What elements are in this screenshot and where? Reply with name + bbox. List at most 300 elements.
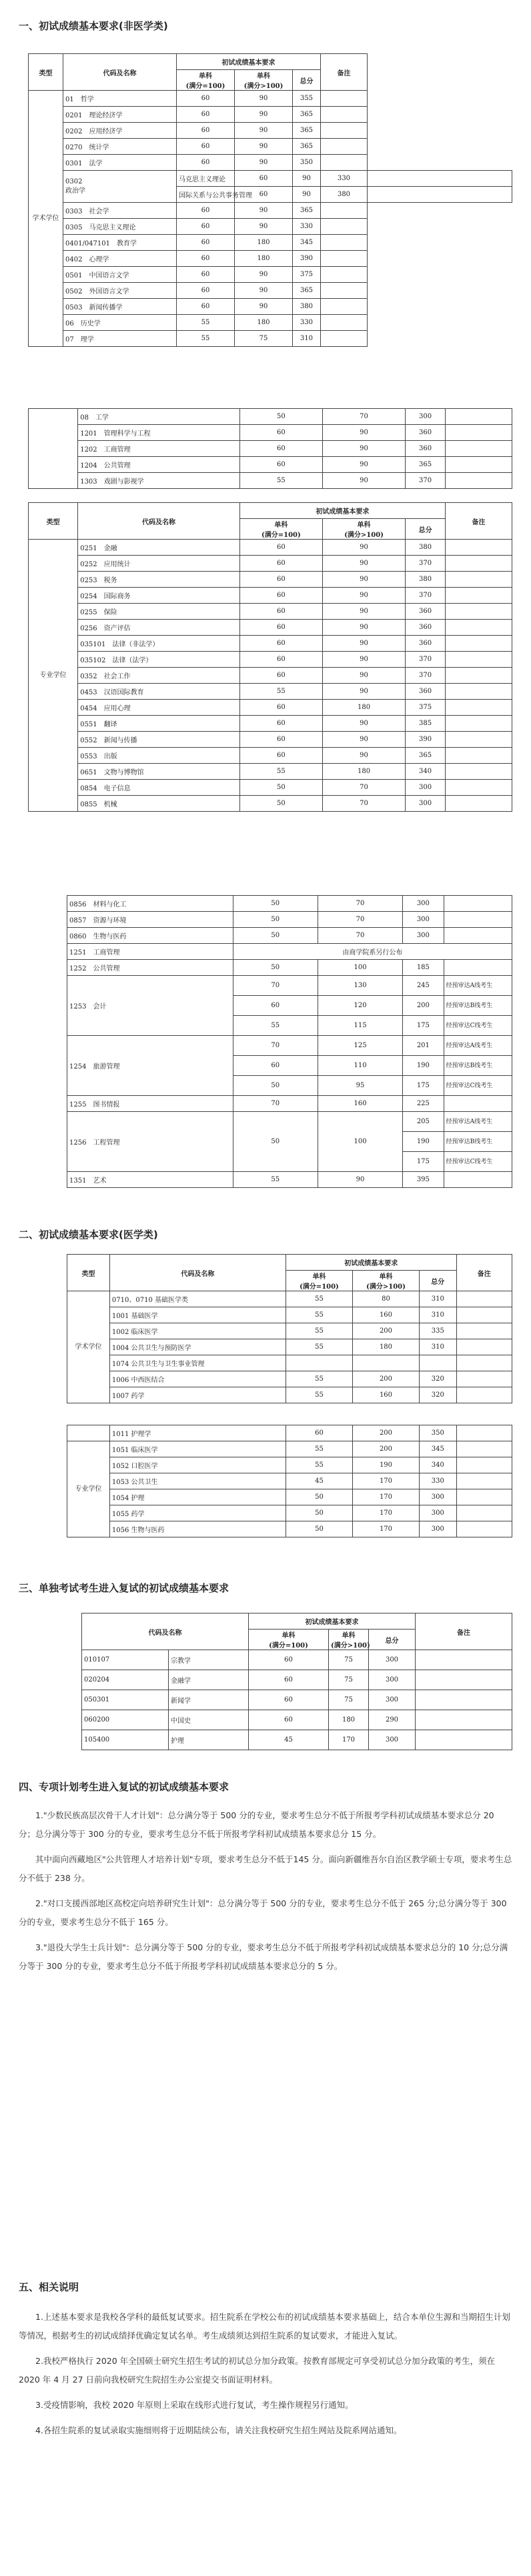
note-cell	[446, 652, 512, 668]
major-code-name	[63, 219, 177, 235]
score-single-b: 160	[318, 1096, 402, 1112]
score-single-b: 95	[318, 1076, 402, 1096]
table-row	[29, 764, 512, 780]
header-single-a: 单科 (满分=100)	[177, 70, 235, 91]
score-total: 365	[293, 123, 321, 139]
note-cell: 经预审达A线考生	[444, 1036, 512, 1056]
score-single-b: 90	[322, 636, 405, 652]
note-cell	[444, 960, 512, 976]
score-single-b: 90	[322, 540, 405, 556]
major-name: 翻译	[103, 721, 117, 728]
score-total: 190	[403, 1132, 444, 1152]
major-name: 工商管理	[103, 446, 131, 454]
note-cell	[446, 572, 512, 588]
note-cell	[456, 1521, 512, 1537]
major-name: 资源与环境	[93, 917, 127, 924]
score-single-a: 55	[239, 764, 322, 780]
score-single-a: 60	[249, 1710, 329, 1730]
major-name: 税务	[103, 577, 117, 584]
note-cell	[456, 1457, 512, 1473]
major-code-name	[78, 572, 240, 588]
score-single-b: 70	[318, 896, 402, 912]
table-row	[29, 652, 512, 668]
score-total: 185	[403, 960, 444, 976]
note-cell: 经预审达B线考生	[444, 1056, 512, 1076]
table-row	[82, 1650, 512, 1670]
score-single-b: 180	[235, 251, 293, 267]
table-row	[29, 636, 512, 652]
score-total: 345	[293, 235, 321, 251]
score-total: 365	[293, 203, 321, 219]
score-single-b: 90	[235, 139, 293, 155]
major-code-name	[78, 425, 240, 441]
score-total: 300	[369, 1690, 416, 1710]
note-cell	[321, 299, 368, 315]
major-code-name	[67, 960, 233, 976]
score-single-b: 160	[352, 1307, 419, 1323]
table-row	[67, 1172, 512, 1188]
major-code: 0253	[80, 577, 97, 584]
score-single-a: 70	[233, 1096, 318, 1112]
major-code-name	[63, 123, 177, 139]
score-single-b: 180	[235, 235, 293, 251]
score-single-a: 60	[177, 267, 235, 283]
major-code-name	[78, 668, 240, 684]
score-total: 201	[403, 1036, 444, 1056]
score-total: 200	[403, 996, 444, 1016]
major-name: 艺术	[93, 1177, 107, 1185]
table-row	[82, 1710, 512, 1730]
note-cell	[368, 187, 512, 203]
score-total: 340	[420, 1457, 457, 1473]
score-total: 390	[293, 251, 321, 267]
score-total	[420, 1355, 457, 1371]
note-cell	[456, 1371, 512, 1387]
major-code: 0305	[65, 224, 83, 231]
section-title-3: 三、单独考试考生进入复试的初试成绩基本要求	[19, 1582, 229, 1594]
major-code-name	[78, 636, 240, 652]
major-name: 1056 生物与医药	[109, 1521, 286, 1537]
note-cell	[446, 604, 512, 620]
major-name: 理论经济学	[89, 112, 123, 119]
score-single-b: 90	[322, 425, 405, 441]
score-single-b: 90	[322, 441, 405, 457]
score-total: 365	[406, 748, 446, 764]
score-total: 310	[420, 1307, 457, 1323]
major-name: 宗教学	[169, 1650, 249, 1670]
score-single-b: 90	[322, 473, 405, 489]
major-name: 社会学	[89, 208, 109, 215]
score-total: 300	[406, 780, 446, 796]
score-single-b: 70	[322, 796, 405, 812]
table-row	[67, 1441, 512, 1457]
note-cell	[321, 283, 368, 299]
score-single-b: 90	[322, 457, 405, 473]
score-single-b: 75	[329, 1670, 369, 1690]
note-cell	[456, 1489, 512, 1505]
note-paragraph: 1."少数民族高层次骨干人才计划"：总分满分等于 500 分的专业，要求考生总分不低于所报考学科初试成绩基本要求总分 20 分；总分满分等于 300 分的专业，要求考生总分不低于所报考学科初试成绩基本要求总分 15 分。	[19, 1810, 494, 1839]
score-total: 380	[293, 299, 321, 315]
major-name: 1055 药学	[109, 1505, 286, 1521]
table-row	[29, 796, 512, 812]
note-cell: 经预审达C线考生	[444, 1152, 512, 1172]
score-total: 380	[406, 540, 446, 556]
score-single-b: 180	[322, 700, 405, 716]
score-single-a: 55	[286, 1339, 352, 1355]
score-total: 360	[406, 425, 446, 441]
score-total: 365	[293, 107, 321, 123]
major-code: 0855	[80, 801, 97, 808]
table-row	[29, 572, 512, 588]
major-code-name	[67, 1172, 233, 1188]
major-name: 旅游管理	[93, 1063, 120, 1071]
score-single-a: 60	[177, 107, 235, 123]
table-row	[67, 976, 512, 996]
score-single-b: 75	[329, 1690, 369, 1710]
major-name: 1074 公共卫生与卫生事业管理	[109, 1355, 286, 1371]
major-name: 1011 护理学	[109, 1425, 286, 1441]
major-code: 0256	[80, 625, 97, 632]
score-single-a: 60	[235, 171, 293, 187]
score-single-b: 70	[318, 912, 402, 928]
note-cell	[321, 315, 368, 331]
score-single-a: 55	[286, 1371, 352, 1387]
section-title-4: 四、专项计划考生进入复试的初试成绩基本要求	[19, 1781, 229, 1793]
note-cell	[456, 1307, 512, 1323]
score-single-b: 100	[318, 960, 402, 976]
table-row	[67, 1096, 512, 1112]
score-single-b: 170	[352, 1489, 419, 1505]
table-row	[29, 556, 512, 572]
header-single-b: 单科 (满分>100)	[235, 70, 293, 91]
table-row	[29, 283, 512, 299]
score-single-a: 60	[239, 748, 322, 764]
score-single-a: 60	[249, 1690, 329, 1710]
score-single-b: 90	[235, 267, 293, 283]
header-single-b: 单科 (满分>100)	[322, 519, 405, 540]
score-single-a: 60	[239, 732, 322, 748]
score-single-a: 60	[177, 155, 235, 171]
score-single-a: 60	[177, 123, 235, 139]
note-cell	[446, 473, 512, 489]
note-cell	[321, 251, 368, 267]
score-total: 365	[293, 139, 321, 155]
related-notes	[19, 2308, 512, 2447]
note-cell	[321, 203, 368, 219]
score-total: 380	[321, 187, 368, 203]
header-code: 代码及名称	[78, 503, 240, 540]
major-code: 010107	[82, 1650, 169, 1670]
major-code: 0503	[65, 304, 83, 311]
score-single-a: 50	[233, 896, 318, 912]
major-code-name	[63, 107, 177, 123]
score-total: 360	[406, 620, 446, 636]
major-code: 0552	[80, 737, 97, 744]
score-total: 175	[403, 1076, 444, 1096]
table-row	[29, 219, 512, 235]
major-code: 1254	[69, 1063, 87, 1071]
degree-type: 专业学位	[29, 540, 78, 812]
major-code: 0501	[65, 272, 83, 279]
score-total: 300	[420, 1505, 457, 1521]
score-single-b: 180	[352, 1339, 419, 1355]
score-total: 300	[403, 928, 444, 944]
score-single-a: 50	[239, 780, 322, 796]
score-total: 370	[406, 556, 446, 572]
major-code: 0252	[80, 561, 97, 568]
score-single-b: 200	[352, 1371, 419, 1387]
score-single-a: 60	[239, 556, 322, 572]
score-single-b: 115	[318, 1016, 402, 1036]
table-row	[29, 123, 512, 139]
score-single-a: 60	[239, 716, 322, 732]
major-name: 新闻传播学	[89, 304, 123, 311]
header-total: 总分	[293, 70, 321, 91]
score-total: 360	[406, 636, 446, 652]
major-name: 工学	[95, 414, 109, 422]
score-single-a: 60	[249, 1650, 329, 1670]
score-single-b: 200	[352, 1425, 419, 1441]
major-code-name	[63, 331, 177, 347]
score-single-b: 90	[322, 588, 405, 604]
major-code-name	[63, 283, 177, 299]
major-code: 0553	[80, 753, 97, 760]
score-single-a: 60	[239, 652, 322, 668]
major-code: 0551	[80, 721, 97, 728]
score-single-a: 50	[233, 1076, 318, 1096]
note-cell	[446, 425, 512, 441]
note-cell: 经预审达A线考生	[444, 976, 512, 996]
score-single-a: 60	[233, 996, 318, 1016]
header-note: 备注	[446, 503, 512, 540]
major-name: 1053 公共卫生	[109, 1473, 286, 1489]
note-cell	[456, 1291, 512, 1307]
table-row	[29, 425, 512, 441]
table-row	[82, 1690, 512, 1710]
score-total: 370	[406, 668, 446, 684]
score-single-a: 60	[239, 636, 322, 652]
major-name: 中国史	[169, 1710, 249, 1730]
score-total: 340	[406, 764, 446, 780]
note-cell	[321, 155, 368, 171]
score-total: 360	[406, 684, 446, 700]
major-code-name	[67, 1096, 233, 1112]
table-row	[29, 620, 512, 636]
header-total: 总分	[420, 1271, 457, 1291]
section-title-2: 二、初试成绩基本要求(医学类)	[19, 1229, 158, 1241]
score-total: 300	[369, 1670, 416, 1690]
score-single-b: 180	[322, 764, 405, 780]
score-single-a: 50	[286, 1521, 352, 1537]
note-cell	[456, 1441, 512, 1457]
major-code: 0201	[65, 112, 83, 119]
major-name: 出版	[103, 753, 117, 760]
major-code-name	[63, 139, 177, 155]
note-cell: 经预审达B线考生	[444, 996, 512, 1016]
score-single-b: 130	[318, 976, 402, 996]
major-code: 060200	[82, 1710, 169, 1730]
score-single-b: 160	[352, 1387, 419, 1403]
score-single-a: 50	[286, 1489, 352, 1505]
major-name: 护理	[169, 1730, 249, 1750]
table-row	[29, 315, 512, 331]
score-total: 225	[403, 1096, 444, 1112]
major-name: 机械	[103, 801, 117, 808]
table-row	[29, 473, 512, 489]
score-total: 335	[420, 1323, 457, 1339]
major-code-name	[78, 556, 240, 572]
score-total: 175	[403, 1016, 444, 1036]
major-name: 1051 临床医学	[109, 1441, 286, 1457]
table-row	[29, 107, 512, 123]
major-code-name	[78, 796, 240, 812]
major-name: 公共管理	[93, 965, 120, 973]
table-row	[67, 1473, 512, 1489]
table-single-exam	[81, 1613, 512, 1750]
score-total: 370	[406, 588, 446, 604]
major-code: 035101	[80, 641, 106, 648]
major-name: 工程管理	[93, 1139, 120, 1147]
note-paragraph: 2."对口支援西部地区高校定向培养研究生计划"：总分满分等于 500 分的专业，要求考生总分不低于 265 分;总分满分等于 300 分的专业，要求考生总分不低于 165 分。	[19, 1898, 507, 1927]
score-single-a: 60	[239, 540, 322, 556]
note-cell	[321, 107, 368, 123]
table-row	[67, 928, 512, 944]
major-code: 0453	[80, 689, 97, 696]
note-cell	[368, 171, 512, 187]
note-cell	[456, 1505, 512, 1521]
major-code: 0251	[80, 545, 97, 552]
score-single-a: 55	[239, 473, 322, 489]
score-single-b: 90	[318, 1172, 402, 1188]
score-total: 380	[406, 572, 446, 588]
score-single-a: 55	[286, 1387, 352, 1403]
score-single-b: 90	[322, 668, 405, 684]
table-row	[29, 299, 512, 315]
major-code-name	[63, 299, 177, 315]
note-cell	[416, 1730, 512, 1750]
score-single-b: 200	[352, 1441, 419, 1457]
header-note: 备注	[456, 1255, 512, 1291]
score-single-a: 60	[233, 1056, 318, 1076]
score-single-a: 60	[177, 203, 235, 219]
score-single-a: 55	[286, 1457, 352, 1473]
score-total: 300	[420, 1489, 457, 1505]
score-single-a: 50	[239, 409, 322, 425]
score-total: 375	[293, 267, 321, 283]
major-name: 应用经济学	[89, 128, 123, 135]
score-single-b: 90	[322, 556, 405, 572]
score-total: 300	[403, 912, 444, 928]
score-single-a: 60	[239, 425, 322, 441]
score-total: 360	[406, 441, 446, 457]
header-single-a: 单科 (满分=100)	[286, 1271, 352, 1291]
major-code-name	[78, 652, 240, 668]
major-code-0302: 0302 政治学	[63, 171, 177, 203]
major-code: 0303	[65, 208, 83, 215]
score-single-a: 55	[233, 1016, 318, 1036]
major-code-name	[78, 764, 240, 780]
section-title-1: 一、初试成绩基本要求(非医学类)	[19, 20, 168, 32]
score-total: 310	[420, 1339, 457, 1355]
header-req: 初试成绩基本要求	[239, 503, 445, 519]
score-single-a: 55	[233, 1172, 318, 1188]
score-single-b: 170	[329, 1730, 369, 1750]
degree-type-blank	[67, 1425, 110, 1441]
table-row	[67, 1323, 512, 1339]
major-code: 01	[65, 96, 74, 103]
score-total: 330	[293, 219, 321, 235]
major-code-name	[67, 944, 233, 960]
score-single-a: 60	[249, 1670, 329, 1690]
major-code-name	[63, 267, 177, 283]
major-code-name	[78, 620, 240, 636]
major-code-name	[78, 748, 240, 764]
major-code: 0301	[65, 160, 83, 167]
major-code: 1253	[69, 1003, 87, 1011]
score-total: 300	[420, 1521, 457, 1537]
note-paragraph: 1.上述基本要求是我校各学科的最低复试要求。招生院系在学校公布的初试成绩基本要求基础上，结合本单位生源和当期招生计划等情况，根据考生的初试成绩择优确定复试名单。考生成绩须达到招生院系的复试要求，才能进入复试。	[19, 2312, 510, 2341]
table-row	[67, 1387, 512, 1403]
note-cell	[416, 1690, 512, 1710]
major-code-name	[78, 409, 240, 425]
score-total: 300	[403, 896, 444, 912]
major-code-name	[67, 976, 233, 1036]
table-medical-academic	[67, 1254, 512, 1403]
section-title-5: 五、相关说明	[19, 2281, 79, 2293]
major-name: 1052 口腔医学	[109, 1457, 286, 1473]
note-cell	[321, 267, 368, 283]
major-name: 1001 基础医学	[109, 1307, 286, 1323]
note-cell	[321, 139, 368, 155]
major-code-name	[78, 604, 240, 620]
major-code-name	[78, 780, 240, 796]
major-code: 1204	[80, 462, 97, 470]
major-code-name	[78, 441, 240, 457]
major-name: 戏剧与影视学	[103, 478, 144, 486]
table-medical-professional	[67, 1425, 512, 1537]
note-cell	[416, 1710, 512, 1730]
major-name: 生物与医药	[93, 933, 127, 940]
header-type: 类型	[29, 54, 63, 91]
degree-type: 学术学位	[67, 1291, 110, 1403]
header-total: 总分	[369, 1630, 416, 1650]
major-name: 法律（非法学）	[112, 641, 159, 648]
note-cell	[446, 556, 512, 572]
score-single-a: 45	[249, 1730, 329, 1750]
table-row	[29, 732, 512, 748]
table-row	[29, 155, 512, 171]
score-total: 330	[420, 1473, 457, 1489]
score-total: 365	[293, 283, 321, 299]
score-single-b	[352, 1355, 419, 1371]
score-single-b: 200	[352, 1323, 419, 1339]
major-name: 1007 药学	[109, 1387, 286, 1403]
header-total: 总分	[406, 519, 446, 540]
note-cell	[446, 457, 512, 473]
note-cell	[446, 716, 512, 732]
major-name: 汉语国际教育	[103, 689, 144, 696]
score-total: 390	[406, 732, 446, 748]
major-name: 公共管理	[103, 462, 131, 470]
table-row	[29, 540, 512, 556]
note-cell	[456, 1387, 512, 1403]
major-code-name	[78, 684, 240, 700]
score-total: 330	[321, 171, 368, 187]
table-row	[29, 203, 512, 219]
score-single-b: 90	[322, 620, 405, 636]
major-name: 法学	[89, 160, 103, 167]
score-single-a: 60	[239, 668, 322, 684]
